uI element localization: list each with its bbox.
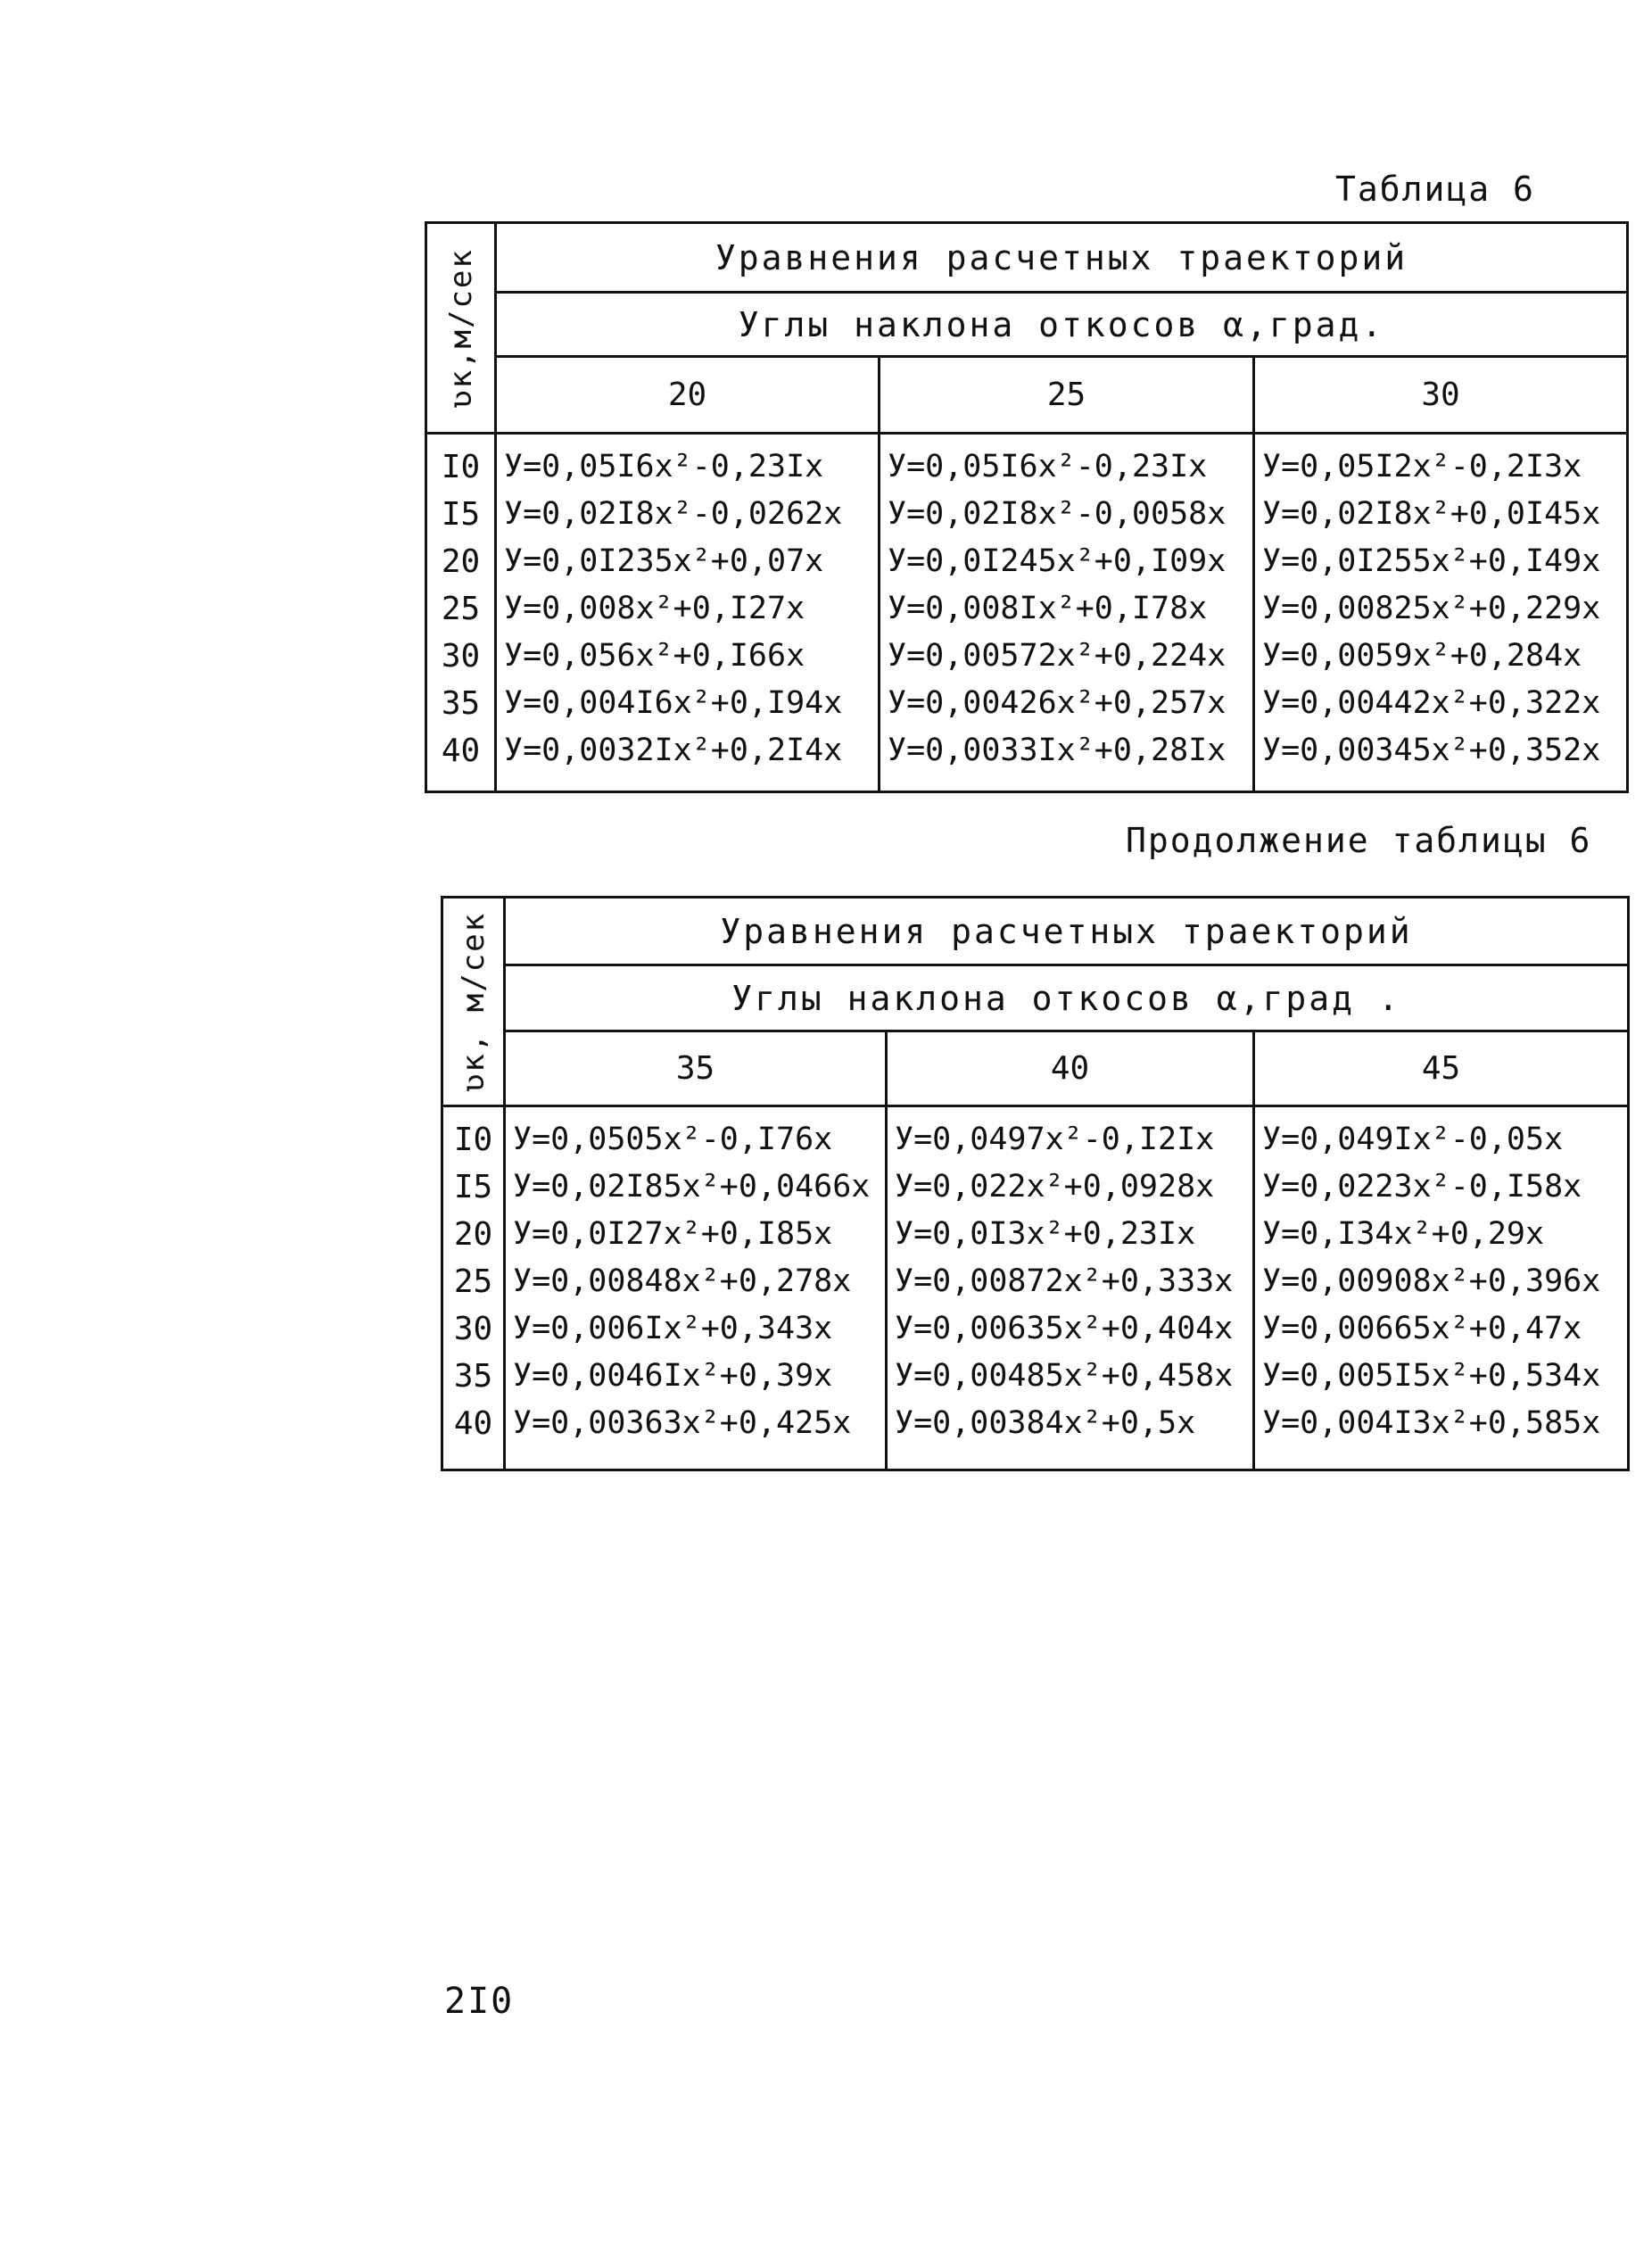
velocity-value: I5 (441, 496, 481, 533)
trajectory-table-1 (425, 221, 1629, 793)
equation-cell: У=0,0I245x²+0,I09x (888, 543, 1227, 579)
equation-cell: У=0,00345x²+0,352x (1262, 733, 1601, 768)
equation-column (887, 1106, 1254, 1470)
velocity-value: 40 (441, 733, 481, 769)
equation-cell: У=0,0I255x²+0,I49x (1262, 543, 1601, 579)
equation-cell: У=0,004I3x²+0,585x (1262, 1405, 1601, 1441)
slope-angles-header: Углы наклона откосов α,град . (505, 965, 1629, 1031)
equation-cell: У=0,0059x²+0,284x (1262, 638, 1582, 674)
equation-cell: У=0,05I2x²-0,2I3x (1262, 449, 1582, 484)
velocity-value: 20 (453, 1216, 493, 1253)
equation-cell: У=0,0046Ix²+0,39x (513, 1358, 833, 1394)
equation-cell: У=0,00426x²+0,257x (888, 685, 1227, 721)
equation-cell: У=0,049Ix²-0,05x (1262, 1122, 1564, 1157)
equations-header: Уравнения расчетных траекторий (505, 898, 1629, 965)
equation-cell: У=0,004I6x²+0,I94x (504, 685, 843, 721)
equation-column (1254, 1106, 1629, 1470)
equation-cell: У=0,00635x²+0,404x (895, 1311, 1234, 1346)
equation-cell: У=0,00572x²+0,224x (888, 638, 1227, 674)
velocity-value: 40 (453, 1405, 493, 1442)
angle-header: 45 (1254, 1031, 1629, 1106)
equation-cell: У=0,00384x²+0,5x (895, 1405, 1196, 1441)
equation-cell: У=0,0I27x²+0,I85x (513, 1216, 833, 1252)
equation-cell: У=0,0497x²-0,I2Ix (895, 1122, 1215, 1157)
equation-cell: У=0,02I85x²+0,0466x (513, 1169, 871, 1205)
equation-cell: У=0,00872x²+0,333x (895, 1263, 1234, 1299)
velocity-value: 35 (453, 1358, 493, 1395)
angle-header: 20 (496, 357, 880, 434)
equation-cell: У=0,02I8x²-0,0058x (888, 496, 1227, 532)
equation-column (1254, 434, 1628, 792)
equation-cell: У=0,0223x²-0,I58x (1262, 1169, 1582, 1205)
velocity-value: 25 (441, 591, 481, 627)
equation-cell: У=0,0032Ix²+0,2I4x (504, 733, 843, 768)
equation-column (505, 1106, 887, 1470)
velocity-value: I0 (441, 449, 481, 485)
trajectory-table-2 (441, 896, 1630, 1471)
equation-cell: У=0,02I8x²-0,0262x (504, 496, 843, 532)
velocity-value: I5 (453, 1169, 493, 1205)
angle-header: 30 (1254, 357, 1628, 434)
equation-cell: У=0,008Ix²+0,I78x (888, 591, 1208, 626)
velocity-value: 25 (453, 1263, 493, 1300)
slope-angles-header: Углы наклона откосов α,град. (496, 293, 1628, 357)
velocity-header: ʋк, м/сек (442, 898, 505, 1106)
equation-cell: У=0,0033Ix²+0,28Ix (888, 733, 1227, 768)
angle-header: 25 (880, 357, 1254, 434)
equations-header: Уравнения расчетных траекторий (496, 223, 1628, 293)
page-number: 2I0 (444, 1981, 515, 2022)
equation-cell: У=0,00825x²+0,229x (1262, 591, 1601, 626)
equation-cell: У=0,02I8x²+0,0I45x (1262, 496, 1601, 532)
equation-cell: У=0,00848x²+0,278x (513, 1263, 852, 1299)
equation-cell: У=0,022x²+0,0928x (895, 1169, 1215, 1205)
equation-cell: У=0,00363x²+0,425x (513, 1405, 852, 1441)
equation-cell: У=0,05I6x²-0,23Ix (504, 449, 824, 484)
velocity-column (442, 1106, 505, 1470)
equation-cell: У=0,00442x²+0,322x (1262, 685, 1601, 721)
velocity-value: 20 (441, 543, 481, 580)
equation-cell: У=0,I34x²+0,29x (1262, 1216, 1545, 1252)
equation-cell: У=0,056x²+0,I66x (504, 638, 805, 674)
velocity-value: 35 (441, 685, 481, 722)
angle-header: 35 (505, 1031, 887, 1106)
equation-cell: У=0,0I235x²+0,07x (504, 543, 824, 579)
equation-cell: У=0,05I6x²-0,23Ix (888, 449, 1208, 484)
equation-cell: У=0,006Ix²+0,343x (513, 1311, 833, 1346)
velocity-header: ʋк,м/сек (426, 223, 496, 434)
angle-header: 40 (887, 1031, 1254, 1106)
velocity-value: 30 (453, 1311, 493, 1347)
equation-cell: У=0,0I3x²+0,23Ix (895, 1216, 1196, 1252)
equation-cell: У=0,00665x²+0,47x (1262, 1311, 1582, 1346)
table-caption: Продолжение таблицы 6 (1126, 821, 1592, 860)
equation-cell: У=0,00908x²+0,396x (1262, 1263, 1601, 1299)
velocity-value: I0 (453, 1122, 493, 1158)
velocity-column (426, 434, 496, 792)
equation-column (880, 434, 1254, 792)
velocity-value: 30 (441, 638, 481, 675)
equation-cell: У=0,00485x²+0,458x (895, 1358, 1234, 1394)
equation-column (496, 434, 880, 792)
table-caption: Таблица 6 (1335, 170, 1535, 209)
equation-cell: У=0,008x²+0,I27x (504, 591, 805, 626)
equation-cell: У=0,005I5x²+0,534x (1262, 1358, 1601, 1394)
equation-cell: У=0,0505x²-0,I76x (513, 1122, 833, 1157)
